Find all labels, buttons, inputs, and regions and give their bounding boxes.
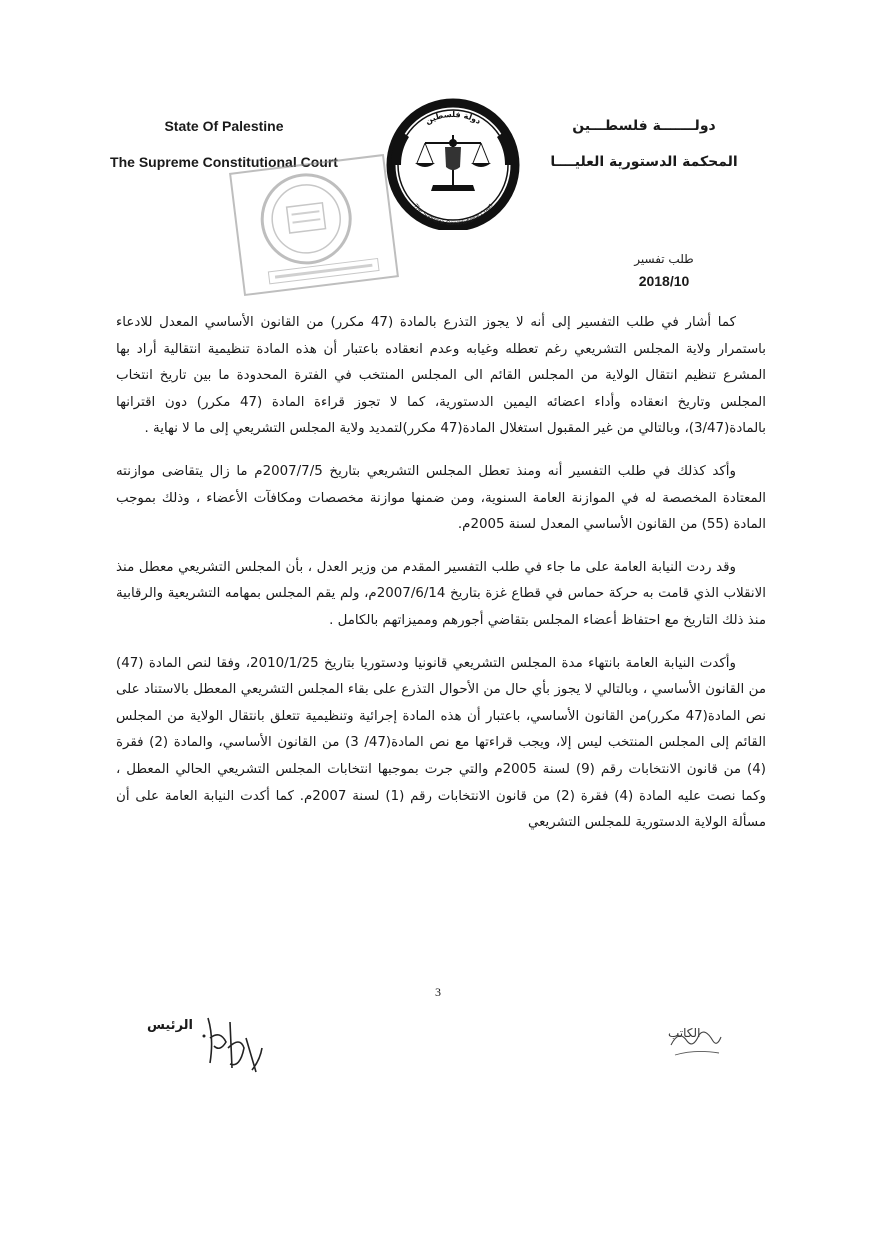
page-number: 3 xyxy=(435,985,441,999)
emblem-bottom-text: The Supreme Constitutional Court xyxy=(411,203,495,228)
header-en-state: State Of Palestine xyxy=(164,118,284,134)
header-arabic xyxy=(529,108,759,180)
court-emblem-icon xyxy=(373,95,533,230)
header-en-court: The Supreme Constitutional Court xyxy=(110,154,338,170)
header-ar-court: المحكمة الدستورية العليــــا xyxy=(550,154,738,170)
emblem-top-text: دولة فلسطين xyxy=(423,109,483,127)
president-label: الرئيس xyxy=(147,1018,193,1033)
clerk-label: الكاتب xyxy=(668,1026,701,1040)
request-label: طلب تفسير xyxy=(634,252,694,266)
document-body xyxy=(116,310,766,853)
request-number: 2018/10 xyxy=(638,273,690,289)
paragraph: وأكد كذلك في طلب التفسير أنه ومنذ تعطل المجلس التشريعي بتاريخ 2007/7/5م ما زال يتقاضى موازنته المعتادة المخصصة له في الموازنة العامة السنوية، ومن ضمنها موازنة مخصصات ومكافآت الأعضاء ، وذلك بموجب المادة (55) من القانون الأساسي المعدل لسنة 2005م. xyxy=(116,463,766,533)
header-ar-state: دولـــــــة فلسطـــين xyxy=(572,118,716,134)
request-block xyxy=(609,248,719,292)
paragraph: كما أشار في طلب التفسير إلى أنه لا يجوز التذرع بالمادة (47 مكرر) من القانون الأساسي المعدل للادعاء باستمرار ولاية المجلس التشريعي رغم تعطله وغيابه وعدم انعقاده باعتبار أن هذه المادة تنظيمية انتقالية أراد بها المشرع تنظيم انتقال الولاية من المجلس القائم الى المجلس المنتخب في الفترة المحدودة ما بين تاريخ انتخاب المجلس وتاريخ انعقاده وأداء اعضائه اليمين الدستورية، كما لا تجوز قراءة المادة (47 مكرر) دون اقترانها بالمادة(3/47)، وبالتالي من غير المقبول استغلال المادة(47 مكرر)لتمديد ولاية المجلس التشريعي إلى ما لا نهاية . xyxy=(116,315,766,437)
seal-stamp-icon xyxy=(226,151,403,300)
paragraph: وأكدت النيابة العامة بانتهاء مدة المجلس التشريعي قانونيا ودستوريا بتاريخ 2010/1/25، وفقا لنص المادة (47) من القانون الأساسي ، وبالتالي لا يجوز بأي حال من الأحوال التذرع على بقاء المجلس التشريعي المعطل بالاستناد على نص المادة(47 مكرر)من القانون الأساسي، باعتبار أن هذه المادة إجرائية وتنظيمية تتعلق بانتقال الولاية من المجلس القائم إلى المجلس المنتخب ليس إلا، ويجب قراءتها مع نص المادة(47/ 3) من القانون الأساسي، والمادة (2) فقرة (4) من قانون الانتخابات رقم (9) لسنة 2005م والتي جرت بموجبها انتخابات المجلس التشريعي الحالي المعطل ، وكما نصت عليه المادة (4) فقرة (2) من قانون الانتخابات رقم (1) لسنة 2007م. كما أكدت النيابة العامة على أن مسألة الولاية الدستورية للمجلس التشريعي xyxy=(116,655,767,831)
president-signature-icon xyxy=(200,1008,265,1078)
paragraph: وقد ردت النيابة العامة على ما جاء في طلب التفسير المقدم من وزير العدل ، بأن المجلس التشريعي معطل منذ الانقلاب الذي قامت به حركة حماس في قطاع غزة بتاريخ 2007/6/14م، ولم يقم المجلس بمهامه التشريعية والرقابية منذ ذلك التاريخ مع احتفاظ أعضاء المجلس بتقاضي أجورهم ومميزاتهم بالكامل . xyxy=(116,559,767,628)
